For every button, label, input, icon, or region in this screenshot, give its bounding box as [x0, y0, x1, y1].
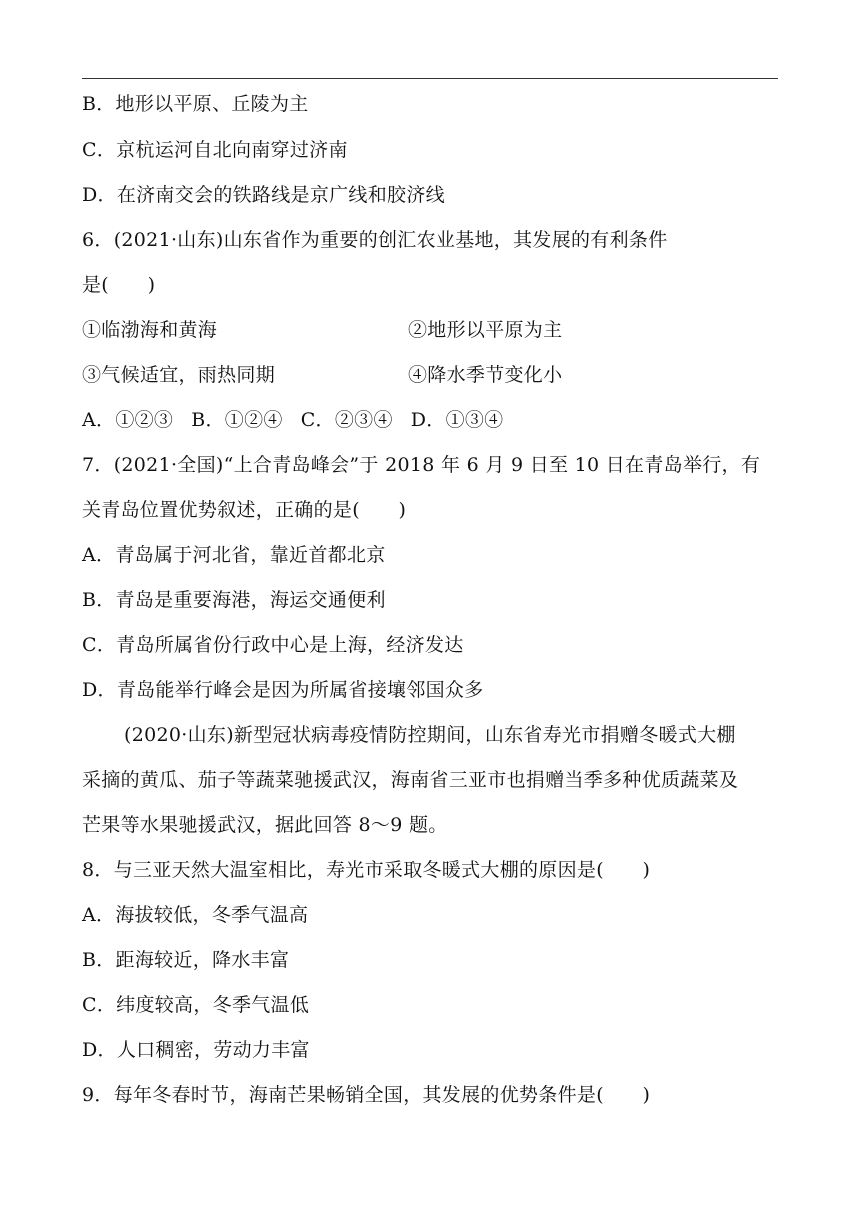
- q6-statements-row1: [82, 318, 778, 342]
- q8-option-a: A．海拔较低，冬季气温高: [82, 904, 309, 926]
- q7-option-b: B．青岛是重要海港，海运交通便利: [82, 589, 386, 611]
- q8-option-d: D．人口稠密，劳动力丰富: [82, 1039, 310, 1061]
- q6-statements-row2: [82, 363, 778, 387]
- q6-option-c: C．②③④: [300, 409, 393, 431]
- q6-statement-4: ④降水季节变化小: [408, 364, 563, 386]
- q8-option-c: C．纬度较高，冬季气温低: [82, 994, 310, 1016]
- q6-stem-line2: 是( ): [82, 274, 156, 296]
- passage-line1: (2020·山东)新型冠状病毒疫情防控期间，山东省寿光市捐赠冬暖式大棚: [124, 724, 736, 746]
- q7-stem-line1: 7．(2021·全国)“上合青岛峰会”于 2018 年 6 月 9 日至 10 日在青岛举行，有: [82, 454, 761, 476]
- q8-stem: 8．与三亚天然大温室相比，寿光市采取冬暖式大棚的原因是( ): [82, 859, 651, 881]
- q9-stem: 9．每年冬春时节，海南芒果畅销全国，其发展的优势条件是( ): [82, 1084, 651, 1106]
- q7-option-c: C．青岛所属省份行政中心是上海，经济发达: [82, 634, 464, 656]
- passage-line2: 采摘的黄瓜、茄子等蔬菜驰援武汉，海南省三亚市也捐赠当季多种优质蔬菜及: [82, 769, 739, 791]
- q7-option-a: A．青岛属于河北省，靠近首都北京: [82, 544, 386, 566]
- q6-stem-line1: 6．(2021·山东)山东省作为重要的创汇农业基地，其发展的有利条件: [82, 229, 668, 251]
- q6-statement-3: ③气候适宜，雨热同期: [82, 364, 276, 386]
- q5-option-b: B．地形以平原、丘陵为主: [82, 93, 309, 115]
- q7-option-d: D．青岛能举行峰会是因为所属省接壤邻国众多: [82, 679, 484, 701]
- q8-option-b: B．距海较近，降水丰富: [82, 949, 290, 971]
- q6-option-a: A．①②③: [82, 409, 174, 431]
- q7-stem-line2: 关青岛位置优势叙述，正确的是( ): [82, 499, 407, 521]
- q6-statement-2: ②地形以平原为主: [408, 319, 563, 341]
- header-rule: [82, 78, 778, 79]
- passage-line3: 芒果等水果驰援武汉，据此回答 8～9 题。: [82, 814, 448, 836]
- q6-options: [82, 408, 503, 432]
- q5-option-c: C．京杭运河自北向南穿过济南: [82, 139, 348, 161]
- q6-option-b: B．①②④: [191, 409, 283, 431]
- q6-statement-1: ①临渤海和黄海: [82, 319, 218, 341]
- q6-option-d: D．①③④: [410, 409, 504, 431]
- q5-option-d: D．在济南交会的铁路线是京广线和胶济线: [82, 184, 445, 206]
